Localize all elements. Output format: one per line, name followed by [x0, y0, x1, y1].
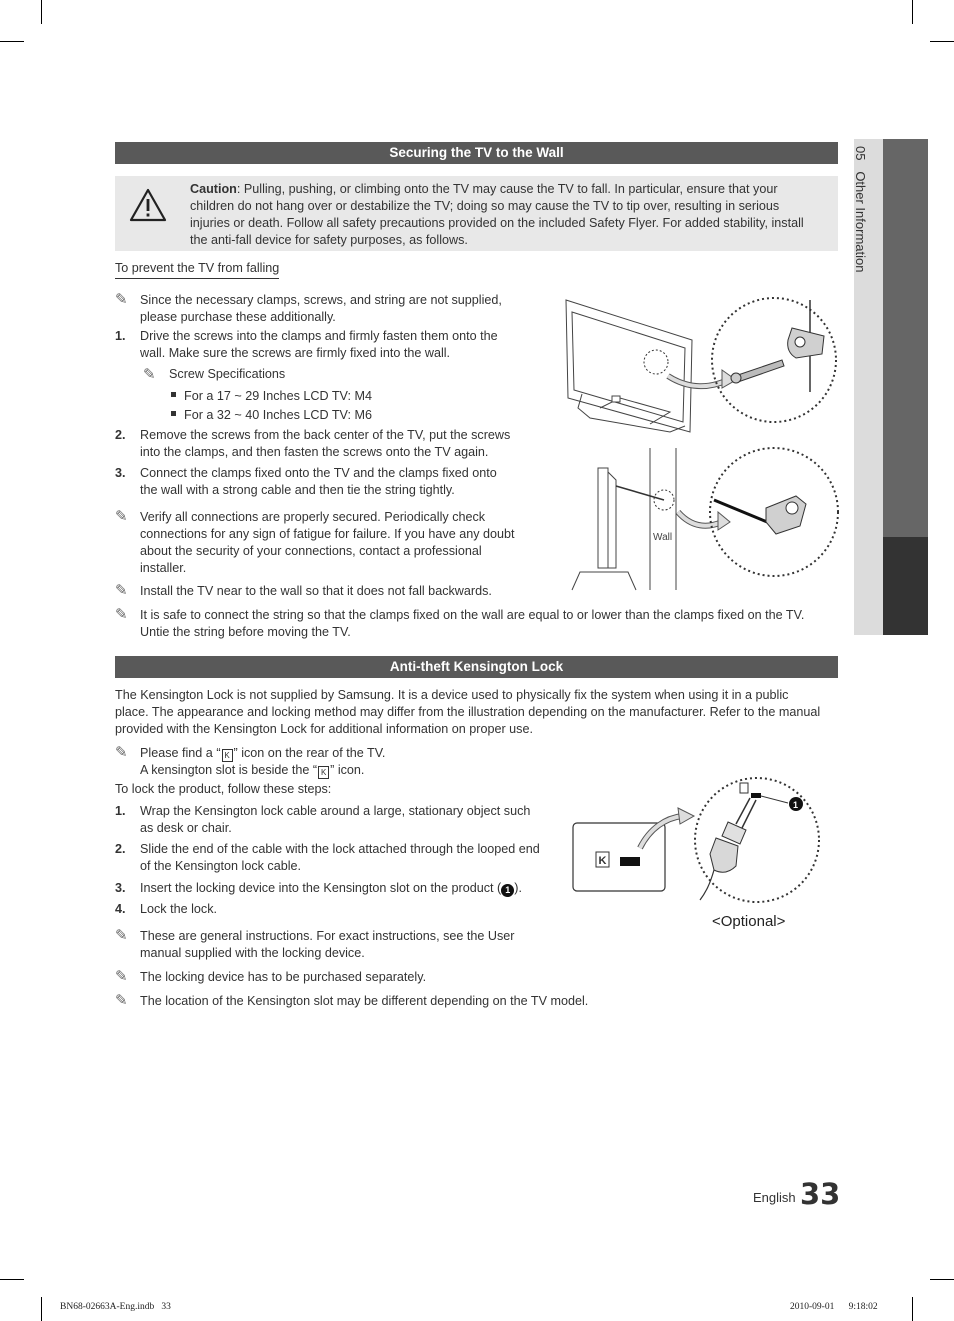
intro-line: provided with the Kensington Lock for additional information on proper use. [115, 722, 533, 736]
note-pencil-icon: ✎ [115, 968, 128, 985]
step-line: Drive the screws into the clamps and firmly fasten them onto the [140, 329, 498, 343]
note-line: installer. [140, 561, 187, 575]
crop-mark [0, 41, 24, 42]
note-pencil-icon: ✎ [143, 366, 156, 383]
crop-mark [41, 0, 42, 24]
caution-box [115, 176, 838, 251]
tv-back-drawing [566, 300, 692, 432]
note-pencil-icon: ✎ [115, 582, 128, 599]
step-text [140, 328, 498, 362]
intro-line: The Kensington Lock is not supplied by Samsung. It is a device used to physically fix the system when using it in a public [115, 688, 789, 702]
kensington-icon: K [318, 766, 329, 779]
note-line: Untie the string before moving the TV. [140, 625, 351, 639]
step-line: Connect the clamps fixed onto the TV and the clamps fixed onto [140, 466, 497, 480]
note-pencil-icon: ✎ [115, 992, 128, 1009]
svg-text:1: 1 [793, 800, 799, 810]
caution-line: injuries or death. Follow all safety precautions provided on the included Safety Flyer. For added stability, install [190, 216, 804, 230]
note-line: It is safe to connect the string so that the clamps fixed on the wall are equal to or lower than the clamps fixed on the TV. [140, 608, 805, 622]
step-line: of the Kensington lock cable. [140, 859, 302, 873]
step-number: 2. [115, 842, 126, 856]
subheading-prevent-falling: To prevent the TV from falling [115, 260, 279, 279]
chapter-tab-active [883, 537, 928, 635]
crop-mark [0, 1279, 24, 1280]
step-line: Wrap the Kensington lock cable around a large, stationary object such [140, 804, 531, 818]
note-text [140, 607, 804, 641]
crop-mark [912, 0, 913, 24]
crop-mark [41, 1297, 42, 1321]
note-pencil-icon: ✎ [115, 927, 128, 944]
caution-line: the anti-fall device for safety purposes, as follows. [190, 233, 468, 247]
note-line: These are general instructions. For exact instructions, see the User [140, 929, 515, 943]
chapter-tab [883, 139, 928, 537]
step-text [140, 841, 540, 875]
note-text [140, 509, 515, 577]
k-letter: K [598, 855, 607, 867]
note-text [140, 928, 515, 962]
step-line: into the clamps, and then fasten the screws onto the TV again. [140, 445, 489, 459]
note-line: please purchase these additionally. [140, 310, 336, 324]
note-text: Install the TV near to the wall so that it does not fall backwards. [140, 584, 492, 598]
kensington-illustration [570, 768, 825, 913]
print-file-info: BN68-02663A-Eng.indb 33 [60, 1302, 171, 1312]
step-line: Remove the screws from the back center of the TV, put the screws [140, 428, 511, 442]
steps-intro: To lock the product, follow these steps: [115, 782, 332, 796]
caution-line: : Pulling, pushing, or climbing onto the TV may cause the TV to fall. In particular, ensure that your [236, 182, 778, 196]
text-part: Please find a “ [140, 746, 221, 760]
bullet-icon [171, 392, 176, 397]
optional-label: <Optional> [712, 913, 786, 930]
crop-mark [930, 1279, 954, 1280]
note-line: manual supplied with the locking device. [140, 946, 365, 960]
note-pencil-icon: ✎ [115, 508, 128, 525]
warning-icon [129, 188, 167, 222]
step-line: Slide the end of the cable with the lock attached through the looped end [140, 842, 540, 856]
note-line: Verify all connections are properly secured. Periodically check [140, 510, 486, 524]
wall-label: Wall [653, 532, 673, 543]
step-line: the wall with a strong cable and then tie the string tightly. [140, 483, 455, 497]
note-text: The location of the Kensington slot may be different depending on the TV model. [140, 994, 589, 1008]
note-text: The locking device has to be purchased separately. [140, 970, 427, 984]
crop-mark [930, 41, 954, 42]
note-pencil-icon: ✎ [115, 606, 128, 623]
step-number: 3. [115, 466, 126, 480]
step-number: 1. [115, 329, 126, 343]
step-number: 3. [115, 881, 126, 895]
chapter-number: 05 [853, 146, 868, 161]
kensington-icon: K [222, 749, 233, 762]
step-number: 1. [115, 804, 126, 818]
step-number: 2. [115, 428, 126, 442]
text-part: A kensington slot is beside the “ [140, 763, 318, 777]
text-part: Insert the locking device into the Kensington slot on the product ( [140, 881, 502, 895]
kensington-intro [115, 687, 820, 738]
step-number: 4. [115, 902, 126, 916]
crop-mark [912, 1297, 913, 1321]
section-title-securing: Securing the TV to the Wall [115, 142, 838, 164]
page-number: 33 [800, 1177, 841, 1211]
wall-mount-illustration [560, 290, 845, 600]
chapter-title: Other Information [853, 171, 868, 273]
text-part: ” icon. [330, 763, 365, 777]
step-text [140, 880, 522, 897]
note-pencil-icon: ✎ [115, 291, 128, 308]
step-text: Lock the lock. [140, 902, 218, 916]
step-text [140, 427, 510, 461]
text-part: ). [514, 881, 522, 895]
step-line: wall. Make sure the screws are firmly fixed into the wall. [140, 346, 451, 360]
intro-line: place. The appearance and locking method may differ from the illustration depending on the manufacturer. Refer to the manual [115, 705, 821, 719]
caution-line: children do not hang over or destabilize the TV; doing so may cause the TV to tip over, resulting in serious [190, 199, 780, 213]
caution-label: Caution [190, 182, 237, 196]
screw-spec-item: For a 17 ~ 29 Inches LCD TV: M4 [184, 389, 372, 403]
note-line: connections for any sign of fatigue for failure. If you have any doubt [140, 527, 515, 541]
note-line: Since the necessary clamps, screws, and string are not supplied, [140, 293, 502, 307]
marker-one-icon: 1 [501, 884, 514, 897]
note-line: about the security of your connections, contact a professional [140, 544, 482, 558]
step-text [140, 803, 530, 837]
bullet-icon [171, 411, 176, 416]
note-text [140, 292, 502, 326]
text-part: ” icon on the rear of the TV. [233, 746, 386, 760]
step-line: as desk or chair. [140, 821, 232, 835]
print-date-info: 2010-09-01 9:18:02 [790, 1302, 878, 1312]
step-text [140, 465, 497, 499]
screw-spec-item: For a 32 ~ 40 Inches LCD TV: M6 [184, 408, 372, 422]
chapter-label [853, 146, 868, 272]
section-title-kensington: Anti-theft Kensington Lock [115, 656, 838, 678]
note-text [140, 745, 385, 779]
note-pencil-icon: ✎ [115, 744, 128, 761]
caution-text [190, 181, 830, 249]
footer-language: English [753, 1190, 796, 1205]
screw-spec-title: Screw Specifications [169, 367, 286, 381]
